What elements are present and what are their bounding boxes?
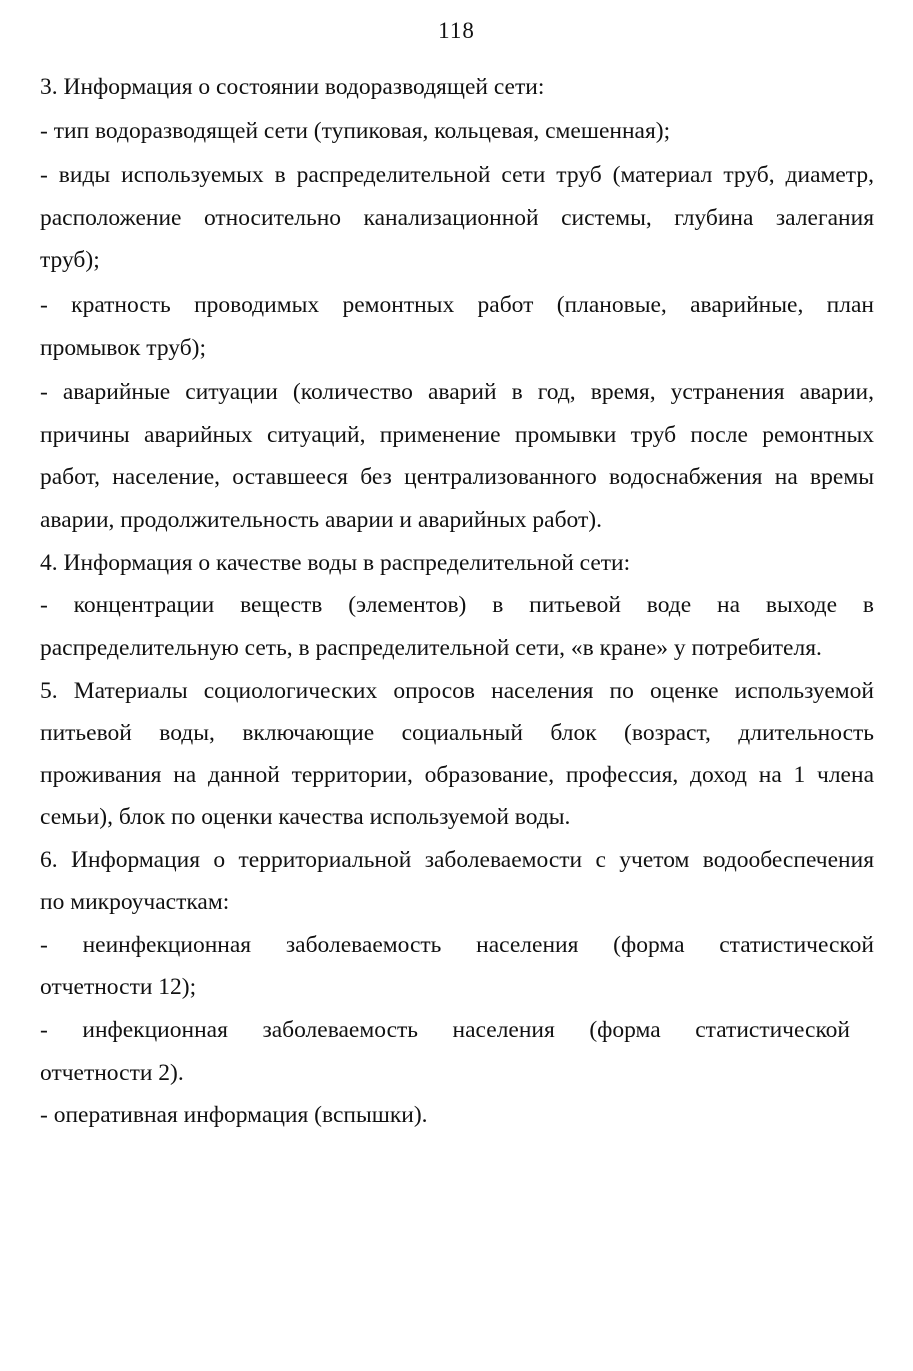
text-line: аварии, продолжительность аварии и аварийных работ). <box>40 507 602 533</box>
text-line: 3. Информация о состоянии водоразводящей сети: <box>40 74 545 100</box>
text-line: - кратность проводимых ремонтных работ (плановые, аварийные, план <box>40 292 874 318</box>
text-line: - инфекционная заболеваемость населения (форма статистической <box>40 1017 850 1043</box>
page-number: 118 <box>438 18 475 43</box>
text-line: 6. Информация о территориальной заболеваемости с учетом водообеспечения <box>40 847 874 873</box>
text-line: питьевой воды, включающие социальный блок (возраст, длительность <box>40 720 874 746</box>
text-line: промывок труб); <box>40 335 207 361</box>
text-line: - концентрации веществ (элементов) в питьевой воде на выходе в <box>40 592 874 618</box>
text-line: 4. Информация о качестве воды в распределительной сети: <box>40 550 631 576</box>
text-line: проживания на данной территории, образование, профессия, доход на 1 члена <box>40 762 874 788</box>
text-line: труб); <box>40 247 100 273</box>
text-line: - тип водоразводящей сети (тупиковая, кольцевая, смешенная); <box>40 118 671 144</box>
text-line: расположение относительно канализационной системы, глубина залегания <box>40 205 874 231</box>
text-line: работ, население, оставшееся без централизованного водоснабжения на времы <box>40 464 874 490</box>
text-line: отчетности 2). <box>40 1060 184 1086</box>
text-line: - неинфекционная заболеваемость населения (форма статистической <box>40 932 874 958</box>
text-line: - аварийные ситуации (количество аварий в год, время, устранения аварии, <box>40 379 874 405</box>
text-line: по микроучасткам: <box>40 889 230 915</box>
text-line: - оперативная информация (вспышки). <box>40 1102 428 1128</box>
text-line: семьи), блок по оценки качества используемой воды. <box>40 804 571 830</box>
text-line: 5. Материалы социологических опросов населения по оценке используемой <box>40 678 874 704</box>
text-line: - виды используемых в распределительной сети труб (материал труб, диаметр, <box>40 162 874 188</box>
text-line: отчетности 12); <box>40 974 197 1000</box>
text-line: причины аварийных ситуаций, применение промывки труб после ремонтных <box>40 422 874 448</box>
text-line: распределительную сеть, в распределительной сети, «в кране» у потребителя. <box>40 635 822 661</box>
